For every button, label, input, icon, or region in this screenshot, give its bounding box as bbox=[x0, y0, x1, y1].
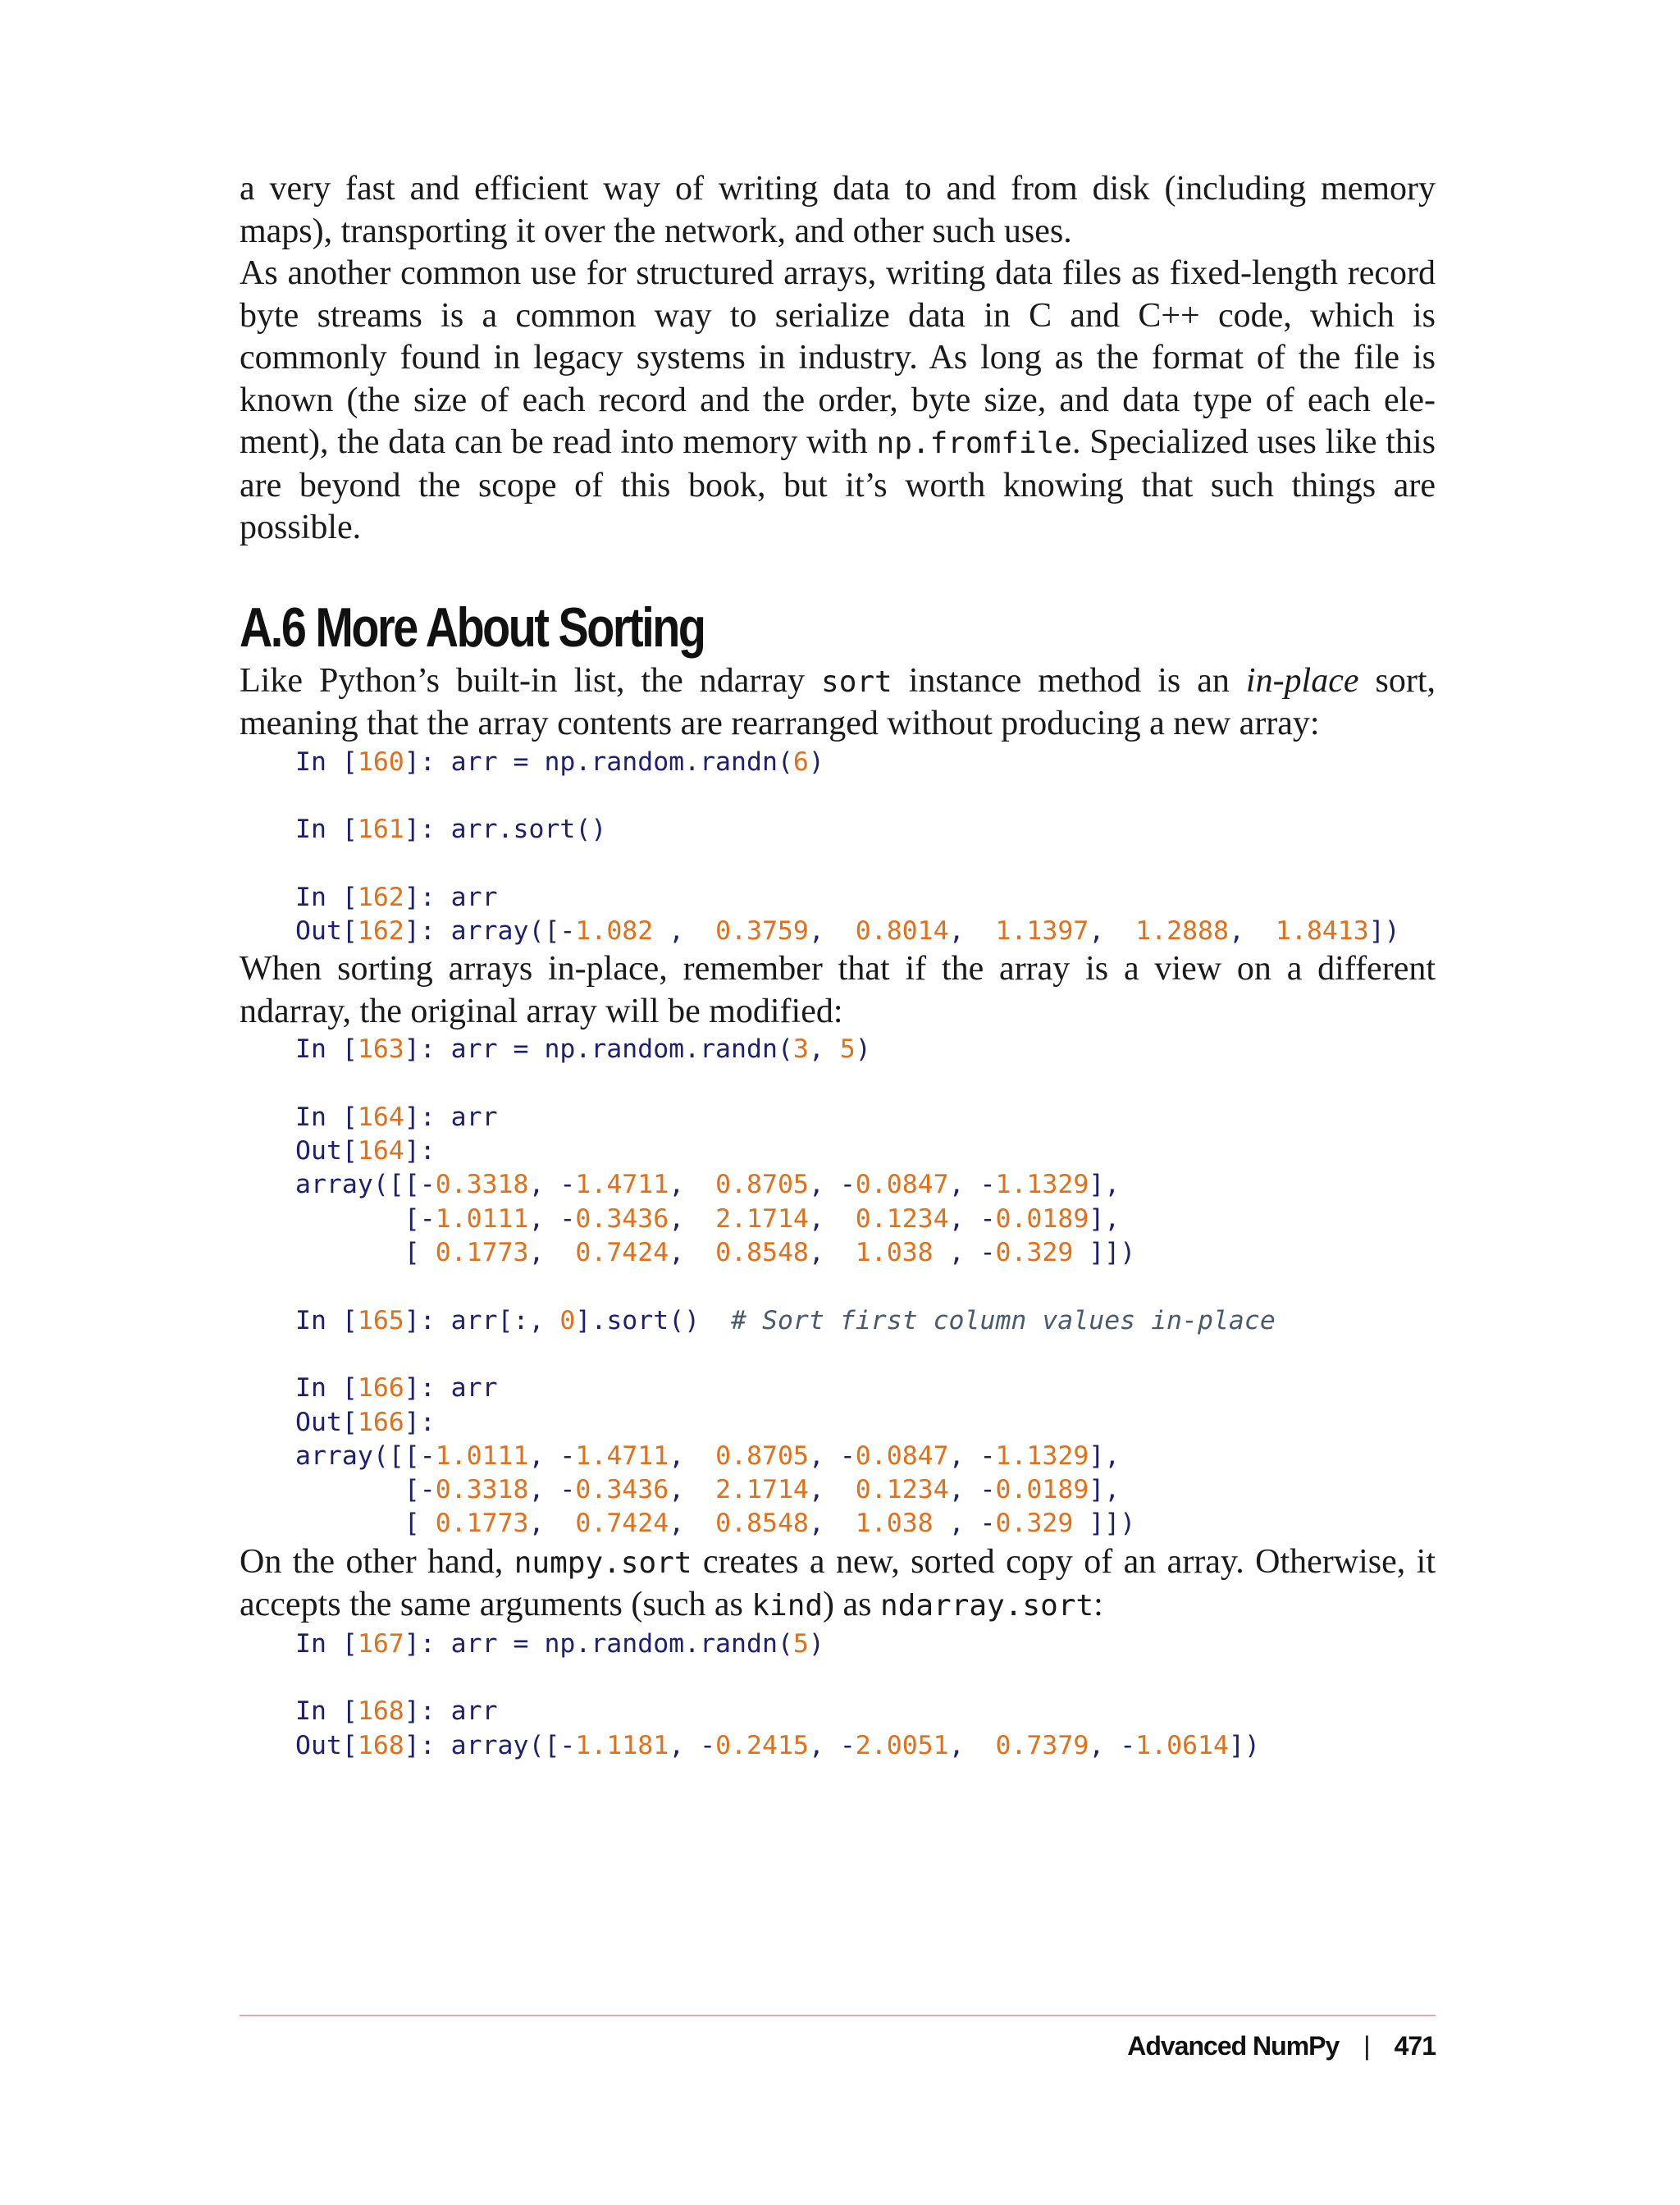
sorting-paragraph-2: When sorting arrays in-place, remember that if the array is a view on a different ndarray, the original array will be modified: bbox=[240, 950, 1436, 1030]
sorting-paragraph-1 bbox=[240, 660, 1436, 746]
code-line: In [167]: arr = np.random.randn(5) bbox=[295, 1628, 824, 1659]
code-block-2 bbox=[240, 1033, 1436, 1541]
code-line: In [160]: arr = np.random.randn(6) bbox=[295, 746, 824, 777]
code-line: [ 0.1773, 0.7424, 0.8548, 1.038 , -0.329 ]]) bbox=[295, 1238, 1136, 1268]
inline-code-ndarray-sort: ndarray.sort bbox=[880, 1589, 1094, 1623]
code-line: In [161]: arr.sort() bbox=[295, 815, 607, 845]
section-heading: A.6 More About Sorting bbox=[240, 596, 705, 659]
intro-p2-text-a: As another common use for structured arrays, writing data files as fixed-length record byte streams is a common way to serialize data in C and C++ code, which is commonly found in legacy systems in industry. As long as the format of the file is known (the size of each record and the order, byte size, and data type of each element), the data can be read into memory with bbox=[240, 254, 1436, 461]
code-line bbox=[295, 1067, 1436, 1101]
footer-chapter-title: Advanced NumPy bbox=[1127, 2031, 1340, 2061]
sorting-paragraph-3 bbox=[240, 1541, 1436, 1628]
code-line: Out[164]: bbox=[295, 1136, 436, 1166]
inline-code-sort: sort bbox=[821, 664, 892, 699]
emphasis-in-place: in-place bbox=[1245, 661, 1359, 700]
code-line: In [162]: arr bbox=[295, 882, 498, 912]
inline-code-fromfile: np.fromfile bbox=[876, 427, 1072, 460]
code-line: Out[168]: array([-1.1181, -0.2415, -2.0051, 0.7379, -1.0614]) bbox=[295, 1730, 1260, 1760]
para5-text-a: On the other hand, bbox=[240, 1542, 514, 1581]
footer-separator: | bbox=[1363, 2031, 1370, 2061]
code-line bbox=[295, 1270, 1436, 1303]
code-line: [ 0.1773, 0.7424, 0.8548, 1.038 , -0.329 ]]) bbox=[295, 1509, 1136, 1539]
footer-text bbox=[240, 2031, 1436, 2061]
intro-paragraph-2 bbox=[240, 253, 1436, 550]
para3-text-c: sort, meaning that the array contents are rearranged without producing a new array: bbox=[240, 661, 1436, 742]
para5-text-b: creates a new, sorted copy of an array. Otherwise, it accepts the same arguments (such as bbox=[240, 1542, 1436, 1624]
code-line bbox=[295, 847, 1436, 880]
intro-paragraph-1: a very fast and efficient way of writing data to and from disk (including memory maps), transporting it over the network, and other such uses. bbox=[240, 170, 1436, 250]
code-line: array([[-1.0111, -1.4711, 0.8705, -0.0847, -1.1329], bbox=[295, 1440, 1121, 1471]
code-line bbox=[295, 1661, 1436, 1695]
page-body bbox=[240, 168, 1436, 1763]
code-line: In [164]: arr bbox=[295, 1102, 498, 1132]
code-line bbox=[295, 779, 1436, 813]
code-line: In [165]: arr[:, 0].sort() # Sort first column values in-place bbox=[295, 1305, 1276, 1335]
para5-text-c: ) as bbox=[823, 1586, 881, 1624]
code-line: In [163]: arr = np.random.randn(3, 5) bbox=[295, 1034, 871, 1065]
footer-rule bbox=[240, 2015, 1436, 2016]
para3-text-b: instance method is an bbox=[892, 661, 1246, 700]
code-line: [-0.3318, -0.3436, 2.1714, 0.1234, -0.0189], bbox=[295, 1475, 1121, 1505]
code-block-1 bbox=[240, 746, 1436, 949]
code-line: array([[-0.3318, -1.4711, 0.8705, -0.0847, -1.1329], bbox=[295, 1170, 1121, 1200]
code-line: In [166]: arr bbox=[295, 1373, 498, 1404]
code-block-3 bbox=[240, 1628, 1436, 1763]
intro-p2-text-b: . Specialized uses like this are beyond the scope of this book, but it’s worth knowing that such things are possible. bbox=[240, 423, 1436, 546]
para5-text-d: : bbox=[1093, 1586, 1103, 1624]
code-line: Out[166]: bbox=[295, 1407, 436, 1437]
code-line: [-1.0111, -0.3436, 2.1714, 0.1234, -0.0189], bbox=[295, 1203, 1121, 1234]
code-line: In [168]: arr bbox=[295, 1696, 498, 1727]
footer-page-number: 471 bbox=[1394, 2031, 1436, 2061]
code-line bbox=[295, 1338, 1436, 1372]
inline-code-kind: kind bbox=[751, 1589, 824, 1623]
code-line: Out[162]: array([-1.082 , 0.3759, 0.8014, 1.1397, 1.2888, 1.8413]) bbox=[295, 915, 1400, 946]
inline-code-numpy-sort: numpy.sort bbox=[514, 1545, 692, 1580]
para3-text-a: Like Python’s built-in list, the ndarray bbox=[240, 661, 822, 700]
page-footer bbox=[240, 2015, 1436, 2061]
